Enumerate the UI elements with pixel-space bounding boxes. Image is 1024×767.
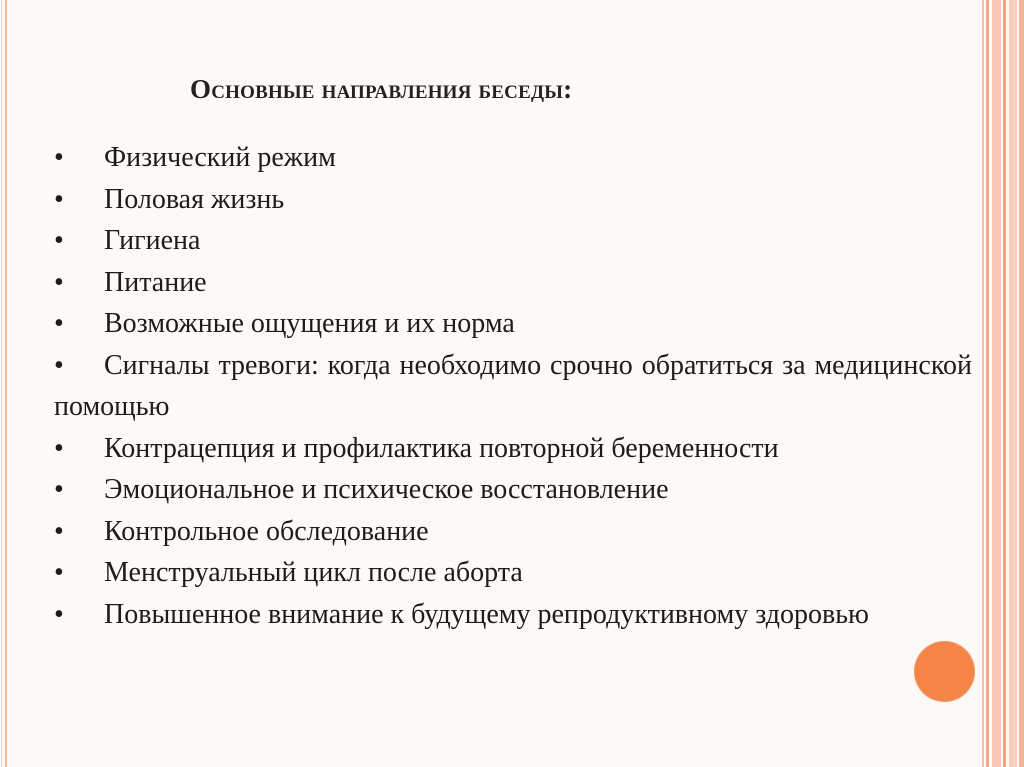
list-item (54, 303, 972, 345)
bullet-icon: • (54, 432, 64, 464)
list-item-text: Повышенное внимание к будущему репродуктивному здоровью (104, 598, 869, 630)
list-item (54, 511, 972, 553)
list-item-text: Контрольное обследование (104, 515, 429, 547)
list-item-text: Половая жизнь (104, 183, 285, 215)
stripe (992, 0, 1001, 767)
list-item-text: Сигналы тревоги: когда необходимо срочно обратиться за медицинской помощью (54, 349, 972, 422)
left-border-line (5, 0, 7, 767)
bullet-icon: • (54, 349, 64, 381)
list-item (54, 552, 972, 594)
bullet-list (54, 137, 972, 635)
bullet-icon: • (54, 183, 64, 215)
left-border-line (1, 0, 2, 767)
stripe (1009, 0, 1017, 767)
bullet-icon: • (54, 225, 64, 256)
stripe (982, 0, 984, 767)
list-item (54, 179, 972, 221)
slide-title: Основные направления беседы: (190, 74, 573, 104)
stripe (986, 0, 989, 767)
list-item-text: Питание (104, 266, 207, 298)
bullet-icon: • (54, 557, 64, 588)
list-item-text: Менструальный цикл после аборта (104, 557, 523, 588)
bullet-icon: • (54, 142, 64, 173)
list-item-text: Эмоциональное и психическое восстановление (104, 474, 669, 505)
bullet-icon: • (54, 598, 64, 630)
list-item-text: Контрацепция и профилактика повторной беременности (104, 432, 779, 464)
list-item (54, 594, 972, 636)
list-item (54, 469, 972, 511)
list-item (54, 345, 972, 428)
bullet-icon: • (54, 474, 64, 505)
stripe (1003, 0, 1006, 767)
list-item-text: Физический режим (104, 142, 336, 173)
list-item (54, 428, 972, 470)
list-item (54, 262, 972, 304)
orange-circle-decoration (914, 641, 975, 702)
bullet-icon: • (54, 515, 64, 547)
bullet-icon: • (54, 266, 64, 298)
stripe (1019, 0, 1024, 767)
list-item-text: Гигиена (104, 225, 201, 256)
bullet-icon: • (54, 308, 64, 339)
list-item-text: Возможные ощущения и их норма (104, 308, 515, 339)
list-item (54, 220, 972, 262)
right-decorative-stripes (982, 0, 1024, 767)
list-item (54, 137, 972, 179)
